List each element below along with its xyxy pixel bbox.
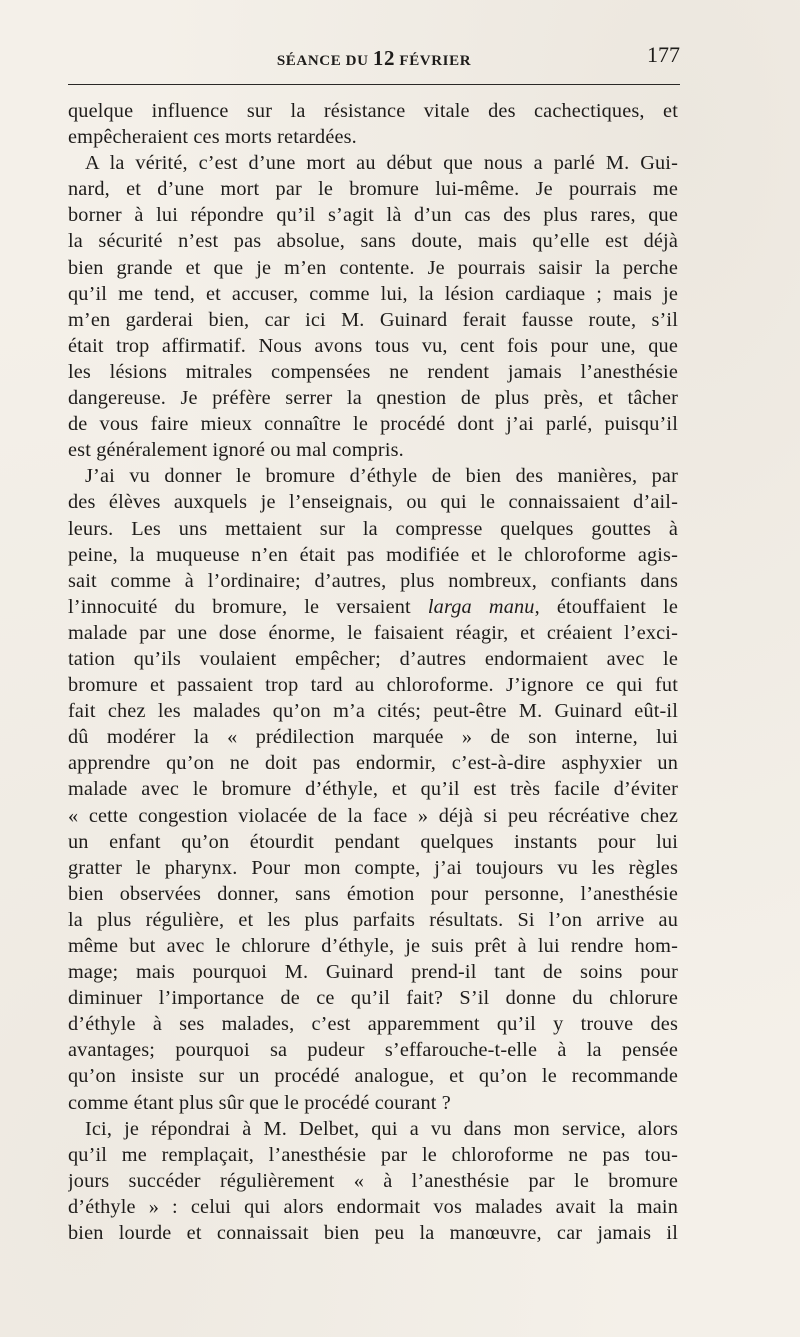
text-line: l’innocuité du bromure, le versaient larga manu, étouffaient le: [68, 595, 678, 618]
text-line: leurs. Les uns mettaient sur la compresse quelques gouttes à: [68, 517, 678, 540]
text-line: Ici, je répondrai à M. Delbet, qui a vu dans mon service, alors: [85, 1117, 678, 1140]
title-before: SÉANCE DU: [276, 53, 373, 69]
text-line: la plus régulière, et les plus parfaits résultats. Si l’on arrive au: [68, 908, 678, 931]
text-line: la sécurité n’est pas absolue, sans doute, mais qu’elle est déjà: [68, 230, 678, 253]
text-line: sait comme à l’ordinaire; d’autres, plus nombreux, confiants dans: [68, 569, 678, 592]
title-day: 12: [372, 46, 396, 70]
text-line: A la vérité, c’est d’une mort au début que nous a parlé M. Gui-: [85, 152, 678, 175]
text-line: bien grande et que je m’en contente. Je pourrais saisir la perche: [68, 256, 678, 279]
text-line: comme étant plus sûr que le procédé courant ?: [68, 1091, 451, 1114]
text-line: borner à lui répondre qu’il s’agit là d’un cas des plus rares, que: [68, 204, 678, 227]
text-line: avantages; pourquoi sa pudeur s’effarouche-t-elle à la pensée: [68, 1039, 678, 1062]
text-line: dû modérer la « prédilection marquée » de son interne, lui: [68, 726, 678, 749]
text-line: bromure et passaient trop tard au chloroforme. J’ignore ce qui fut: [68, 674, 678, 697]
text-line: les lésions mitrales compensées ne rendent jamais l’anesthésie: [68, 360, 678, 383]
title-after: FÉVRIER: [395, 53, 472, 69]
text-line: J’ai vu donner le bromure d’éthyle de bien des manières, par: [85, 465, 678, 488]
text-line: qu’il me remplaçait, l’anesthésie par le chloroforme ne pas tou-: [68, 1143, 678, 1166]
text-line: était trop affirmatif. Nous avons tous vu, cent fois pour une, que: [68, 334, 678, 357]
text-line: de vous faire mieux connaître le procédé dont j’ai parlé, puisqu’il: [68, 413, 678, 436]
text-line: malade avec le bromure d’éthyle, et qu’il est très facile d’éviter: [68, 778, 678, 801]
text-line: même but avec le chlorure d’éthyle, je suis prêt à lui rendre hom-: [68, 935, 678, 957]
text-line: m’en garderai bien, car ici M. Guinard ferait fausse route, s’il: [68, 308, 678, 331]
text-line: qu’il me tend, et accuser, comme lui, la lésion cardiaque ; mais je: [68, 282, 678, 305]
italic-phrase: larga manu: [427, 595, 535, 618]
page-number: 177: [647, 42, 680, 67]
text-line: diminuer l’importance de ce qu’il fait? S’il donne du chlorure: [68, 987, 678, 1010]
body-text: [68, 98, 678, 1246]
text-line: mage; mais pourquoi M. Guinard prend-il tant de soins pour: [68, 961, 678, 984]
text-line: bien observées donner, sans émotion pour personne, l’anesthésie: [68, 882, 678, 905]
text-line: bien lourde et connaissait bien peu la manœuvre, car jamais il: [68, 1222, 678, 1245]
text-line: gratter le pharynx. Pour mon compte, j’ai toujours vu les règles: [68, 856, 678, 879]
running-head: [68, 42, 680, 72]
text-line: jours succéder régulièrement « à l’anesthésie par le bromure: [68, 1169, 678, 1192]
text-line: empêcheraient ces morts retardées.: [68, 126, 357, 149]
text-line: tation qu’ils voulaient empêcher; d’autres endormaient avec le: [68, 647, 678, 670]
text-line: un enfant qu’on étourdit pendant quelques instants pour lui: [68, 830, 678, 853]
text-line: des élèves auxquels je l’enseignais, ou qui le connaissaient d’ail-: [68, 491, 678, 514]
text-line: quelque influence sur la résistance vitale des cachectiques, et: [68, 100, 678, 122]
running-head-title: [68, 46, 680, 71]
text-line: dangereuse. Je préfère serrer la qnestion de plus près, et tâcher: [68, 387, 678, 410]
text-line: fait chez les malades qu’on m’a cités; peut-être M. Guinard eût-il: [68, 700, 678, 723]
text-line: nard, et d’une mort par le bromure lui-même. Je pourrais me: [68, 178, 678, 201]
text-line: malade par une dose énorme, le faisaient réagir, et créaient l’exci-: [68, 621, 678, 644]
text-line: d’éthyle à ses malades, c’est apparemment qu’il y trouve des: [68, 1013, 678, 1036]
text-line: est généralement ignoré ou mal compris.: [68, 439, 404, 462]
text-line: d’éthyle » : celui qui alors endormait vos malades avait la main: [68, 1195, 678, 1218]
text-line: peine, la muqueuse n’en était pas modifiée et le chloroforme agis-: [68, 543, 678, 566]
text-line: qu’on insiste sur un procédé analogue, et qu’on le recommande: [68, 1065, 678, 1088]
text-line: « cette congestion violacée de la face » déjà si peu récréative chez: [68, 804, 678, 827]
header-rule: [68, 84, 680, 85]
text-line: apprendre qu’on ne doit pas endormir, c’est-à-dire asphyxier un: [68, 752, 678, 775]
